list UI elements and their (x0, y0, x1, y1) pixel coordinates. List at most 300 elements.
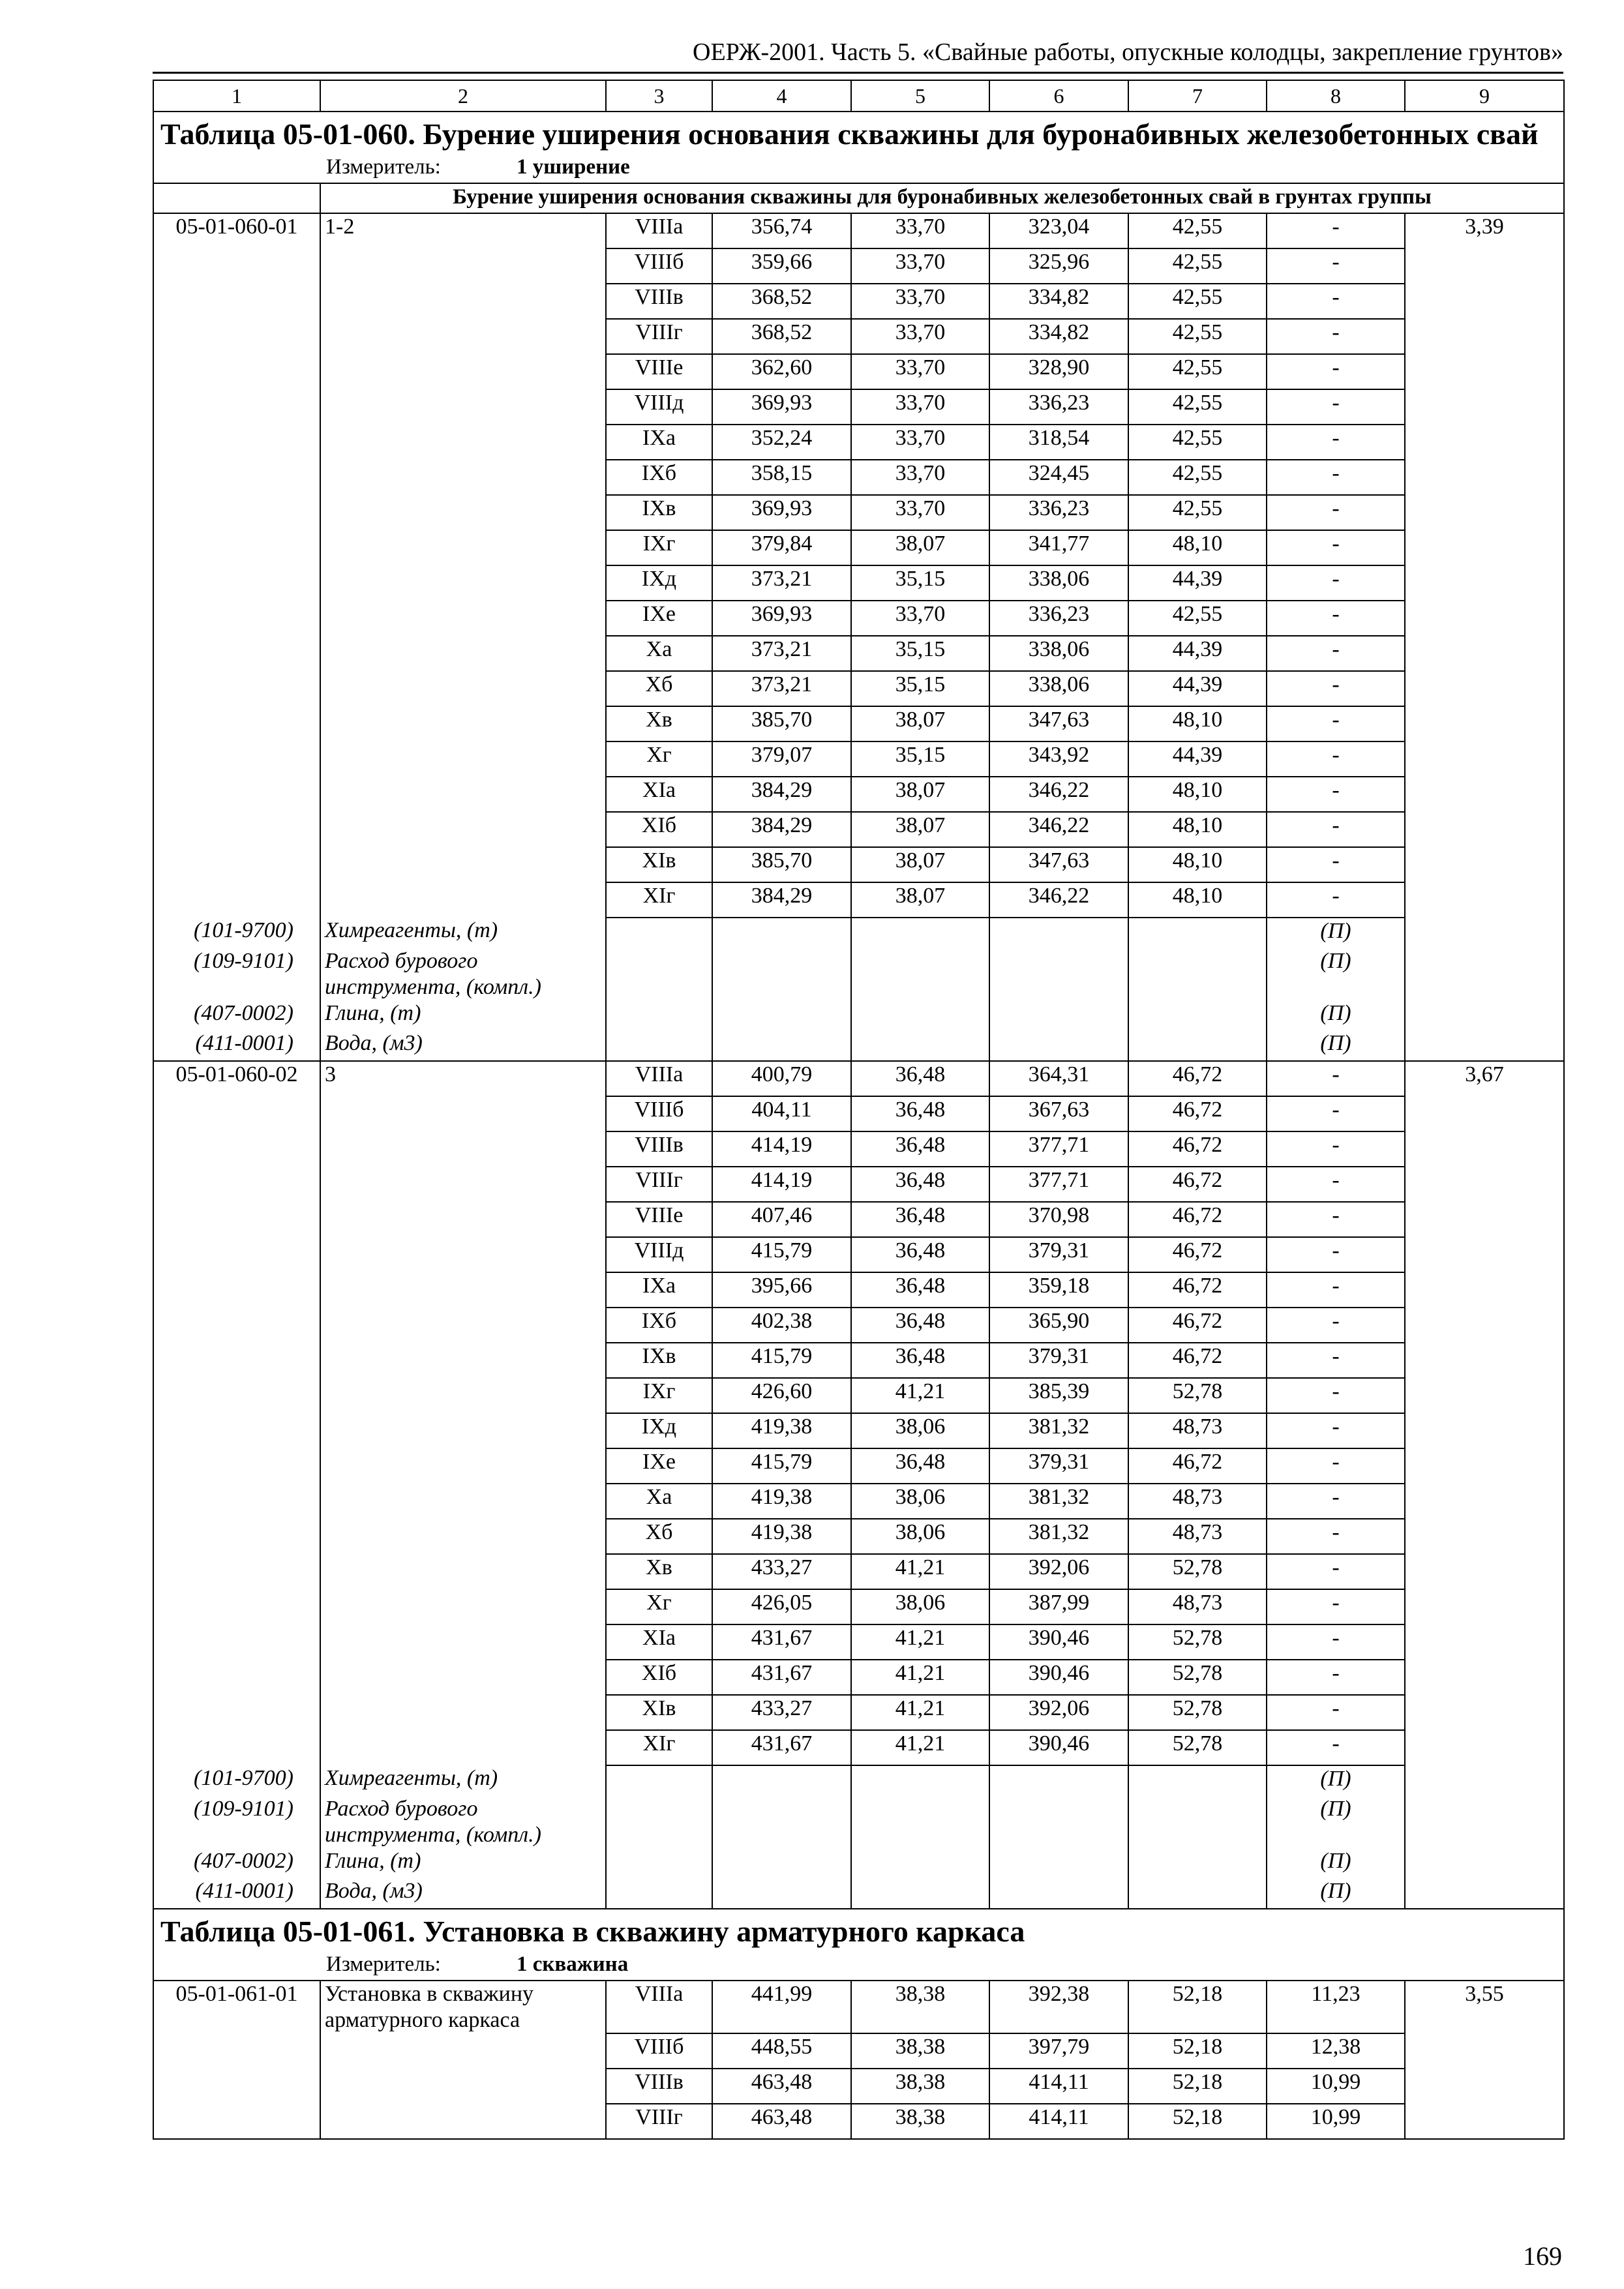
value-cell: 338,06 (989, 636, 1128, 671)
empty-cell (712, 1000, 851, 1030)
item-name-cell (320, 530, 606, 565)
item-name-cell (320, 671, 606, 706)
table-row (153, 882, 1564, 918)
soil-group: IXд (606, 1413, 712, 1448)
empty-cell (1405, 1796, 1564, 1848)
value-cell: 381,32 (989, 1519, 1128, 1554)
item-name-cell (320, 1167, 606, 1202)
item-code: 05-01-061-01 (153, 1981, 320, 2033)
soil-group: XIб (606, 812, 712, 847)
coefficient-cell (1405, 1237, 1564, 1272)
value-cell: - (1267, 1660, 1405, 1695)
value-cell: 46,72 (1128, 1448, 1267, 1484)
value-cell: - (1267, 1202, 1405, 1237)
empty-cell (851, 948, 989, 1000)
value-cell: 379,31 (989, 1448, 1128, 1484)
soil-group: VIIIд (606, 389, 712, 425)
value-cell: 42,55 (1128, 460, 1267, 495)
item-name-cell (320, 1660, 606, 1695)
item-code-cell (153, 2069, 320, 2104)
item-name: Установка в скважину арматурного каркаса (320, 1981, 606, 2033)
value-cell: - (1267, 284, 1405, 319)
item-name-cell (320, 1519, 606, 1554)
coefficient-cell (1405, 1202, 1564, 1237)
item-name: 1-2 (320, 213, 606, 248)
coefficient-cell (1405, 1624, 1564, 1660)
item-name-cell (320, 847, 606, 882)
soil-group: IXб (606, 1308, 712, 1343)
empty-cell (1405, 1030, 1564, 1061)
value-cell: 373,21 (712, 565, 851, 601)
item-code-cell (153, 847, 320, 882)
table-row (153, 601, 1564, 636)
item-code-cell (153, 601, 320, 636)
item-code-cell (153, 389, 320, 425)
value-cell: 385,70 (712, 847, 851, 882)
value-cell: 433,27 (712, 1695, 851, 1730)
resource-row (153, 1796, 1564, 1848)
value-cell: - (1267, 1343, 1405, 1378)
value-cell: 431,67 (712, 1660, 851, 1695)
soil-group: VIIIг (606, 1167, 712, 1202)
resource-code: (101-9700) (153, 918, 320, 948)
item-code-cell (153, 1272, 320, 1308)
coefficient-cell (1405, 1730, 1564, 1765)
item-code-cell (153, 2033, 320, 2069)
item-coefficient: 3,39 (1405, 213, 1564, 248)
value-cell: 384,29 (712, 882, 851, 918)
empty-cell (712, 1030, 851, 1061)
coefficient-cell (1405, 1484, 1564, 1519)
table-row (153, 1730, 1564, 1765)
value-cell: 46,72 (1128, 1202, 1267, 1237)
measure-cell (153, 1951, 1564, 1981)
column-number: 6 (989, 80, 1128, 112)
empty-cell (851, 918, 989, 948)
value-cell: 36,48 (851, 1272, 989, 1308)
value-cell: - (1267, 671, 1405, 706)
table-row (153, 1981, 1564, 2033)
item-code-cell (153, 1167, 320, 1202)
soil-group: IXа (606, 1272, 712, 1308)
item-code-cell (153, 1660, 320, 1695)
empty-cell (1128, 1796, 1267, 1848)
item-name-cell (320, 1343, 606, 1378)
table-row (153, 1413, 1564, 1448)
coefficient-cell (1405, 1378, 1564, 1413)
value-cell: 347,63 (989, 847, 1128, 882)
coefficient-cell (1405, 1660, 1564, 1695)
value-cell: 46,72 (1128, 1131, 1267, 1167)
table-row (153, 248, 1564, 284)
coefficient-cell (1405, 671, 1564, 706)
value-cell: 42,55 (1128, 425, 1267, 460)
value-cell: 384,29 (712, 777, 851, 812)
resource-mark: (П) (1267, 948, 1405, 1000)
table-row (153, 1308, 1564, 1343)
soil-group: VIIIб (606, 1096, 712, 1131)
value-cell: 48,10 (1128, 777, 1267, 812)
value-cell: - (1267, 565, 1405, 601)
soil-group: IXг (606, 1378, 712, 1413)
coefficient-cell (1405, 460, 1564, 495)
item-coefficient: 3,67 (1405, 1061, 1564, 1096)
soil-group: VIIIв (606, 1131, 712, 1167)
item-name-cell (320, 1484, 606, 1519)
resource-row (153, 1878, 1564, 1909)
value-cell: 41,21 (851, 1695, 989, 1730)
value-cell: 38,07 (851, 530, 989, 565)
resource-mark: (П) (1267, 1878, 1405, 1909)
item-code-cell (153, 248, 320, 284)
item-code-cell (153, 460, 320, 495)
item-code-cell (153, 1695, 320, 1730)
value-cell: 38,07 (851, 706, 989, 741)
item-code-cell (153, 706, 320, 741)
empty-cell (1128, 918, 1267, 948)
table-row (153, 565, 1564, 601)
soil-group: XIб (606, 1660, 712, 1695)
measure-value: 1 скважина (517, 1952, 629, 1976)
value-cell: - (1267, 882, 1405, 918)
value-cell: 336,23 (989, 389, 1128, 425)
value-cell: - (1267, 1237, 1405, 1272)
coefficient-cell (1405, 1308, 1564, 1343)
resource-row (153, 1765, 1564, 1796)
resource-mark: (П) (1267, 1030, 1405, 1061)
resource-mark: (П) (1267, 918, 1405, 948)
value-cell: 41,21 (851, 1624, 989, 1660)
resource-code: (407-0002) (153, 1848, 320, 1878)
item-code-cell (153, 777, 320, 812)
value-cell: - (1267, 636, 1405, 671)
item-name-cell (320, 1554, 606, 1589)
item-code-cell (153, 1131, 320, 1167)
value-cell: 387,99 (989, 1589, 1128, 1624)
soil-group: IXв (606, 1343, 712, 1378)
value-cell: 318,54 (989, 425, 1128, 460)
table-title-row (153, 112, 1564, 154)
soil-group: VIIIв (606, 2069, 712, 2104)
soil-group: IXг (606, 530, 712, 565)
item-code-cell (153, 1237, 320, 1272)
empty-cell (153, 183, 320, 213)
item-name-cell (320, 1413, 606, 1448)
value-cell: 402,38 (712, 1308, 851, 1343)
empty-cell (712, 1848, 851, 1878)
value-cell: 373,21 (712, 636, 851, 671)
value-cell: 41,21 (851, 1378, 989, 1413)
value-cell: - (1267, 425, 1405, 460)
soil-group: VIIIе (606, 354, 712, 389)
resource-name: Расход бурового инструмента, (компл.) (320, 948, 606, 1000)
value-cell: 52,18 (1128, 2069, 1267, 2104)
measure-value: 1 уширение (517, 155, 630, 179)
value-cell: 324,45 (989, 460, 1128, 495)
coefficient-cell (1405, 1131, 1564, 1167)
value-cell: 369,93 (712, 495, 851, 530)
soil-group: Xа (606, 636, 712, 671)
empty-cell (989, 1878, 1128, 1909)
item-name-cell (320, 882, 606, 918)
value-cell: 52,78 (1128, 1554, 1267, 1589)
resource-name: Глина, (т) (320, 1000, 606, 1030)
value-cell: 48,73 (1128, 1484, 1267, 1519)
item-name-cell (320, 1448, 606, 1484)
value-cell: 44,39 (1128, 636, 1267, 671)
table-row (153, 706, 1564, 741)
value-cell: 10,99 (1267, 2069, 1405, 2104)
item-code-cell (153, 530, 320, 565)
item-code-cell (153, 1484, 320, 1519)
value-cell: - (1267, 1061, 1405, 1096)
item-name-cell (320, 389, 606, 425)
empty-cell (606, 918, 712, 948)
soil-group: Xа (606, 1484, 712, 1519)
value-cell: 343,92 (989, 741, 1128, 777)
value-cell: 33,70 (851, 248, 989, 284)
value-cell: 325,96 (989, 248, 1128, 284)
value-cell: 33,70 (851, 425, 989, 460)
value-cell: 431,67 (712, 1624, 851, 1660)
soil-group: VIIIа (606, 213, 712, 248)
item-name-cell (320, 1131, 606, 1167)
empty-cell (606, 1848, 712, 1878)
empty-cell (851, 1796, 989, 1848)
value-cell: 419,38 (712, 1413, 851, 1448)
resource-name: Вода, (м3) (320, 1030, 606, 1061)
value-cell: - (1267, 1695, 1405, 1730)
measure-label: Измеритель: (326, 155, 441, 179)
value-cell: 336,23 (989, 601, 1128, 636)
empty-cell (1128, 1030, 1267, 1061)
value-cell: - (1267, 706, 1405, 741)
value-cell: 36,48 (851, 1202, 989, 1237)
value-cell: 38,07 (851, 882, 989, 918)
value-cell: 48,10 (1128, 812, 1267, 847)
coefficient-cell (1405, 2033, 1564, 2069)
table-title-row (153, 1909, 1564, 1951)
resource-code: (109-9101) (153, 948, 320, 1000)
value-cell: 42,55 (1128, 601, 1267, 636)
value-cell: 336,23 (989, 495, 1128, 530)
item-code-cell (153, 671, 320, 706)
table-row (153, 671, 1564, 706)
item-coefficient: 3,55 (1405, 1981, 1564, 2033)
value-cell: 395,66 (712, 1272, 851, 1308)
value-cell: 11,23 (1267, 1981, 1405, 2033)
table-row (153, 777, 1564, 812)
empty-cell (1128, 1765, 1267, 1796)
header-rule (153, 72, 1563, 74)
coefficient-cell (1405, 530, 1564, 565)
coefficient-cell (1405, 1695, 1564, 1730)
group-row (153, 183, 1564, 213)
value-cell: 36,48 (851, 1131, 989, 1167)
value-cell: - (1267, 1378, 1405, 1413)
item-name-cell (320, 601, 606, 636)
table-row (153, 1131, 1564, 1167)
table-row (153, 284, 1564, 319)
item-code-cell (153, 2104, 320, 2139)
value-cell: 346,22 (989, 882, 1128, 918)
table-row (153, 530, 1564, 565)
value-cell: 33,70 (851, 354, 989, 389)
value-cell: 373,21 (712, 671, 851, 706)
measure-row (153, 1951, 1564, 1981)
value-cell: 367,63 (989, 1096, 1128, 1131)
value-cell: 377,71 (989, 1167, 1128, 1202)
value-cell: 463,48 (712, 2104, 851, 2139)
value-cell: 359,66 (712, 248, 851, 284)
coefficient-cell (1405, 389, 1564, 425)
resource-name: Вода, (м3) (320, 1878, 606, 1909)
soil-group: XIв (606, 1695, 712, 1730)
value-cell: 384,29 (712, 812, 851, 847)
value-cell: 407,46 (712, 1202, 851, 1237)
item-code-cell (153, 1448, 320, 1484)
coefficient-cell (1405, 812, 1564, 847)
resource-name: Химреагенты, (т) (320, 1765, 606, 1796)
soil-group: VIIIб (606, 248, 712, 284)
table-row (153, 319, 1564, 354)
soil-group: Xв (606, 1554, 712, 1589)
value-cell: - (1267, 495, 1405, 530)
resource-mark: (П) (1267, 1796, 1405, 1848)
soil-group: XIа (606, 1624, 712, 1660)
table-row (153, 460, 1564, 495)
value-cell: 377,71 (989, 1131, 1128, 1167)
column-numbers-row (153, 80, 1564, 112)
item-name-cell (320, 425, 606, 460)
item-name-cell (320, 495, 606, 530)
table-row (153, 1272, 1564, 1308)
item-code-cell (153, 565, 320, 601)
value-cell: 36,48 (851, 1343, 989, 1378)
empty-cell (712, 1796, 851, 1848)
coefficient-cell (1405, 1096, 1564, 1131)
value-cell: 400,79 (712, 1061, 851, 1096)
group-title: Бурение уширения основания скважины для буронабивных железобетонных свай в грунтах группы (320, 183, 1564, 213)
value-cell: - (1267, 1096, 1405, 1131)
value-cell: 52,18 (1128, 2033, 1267, 2069)
value-cell: - (1267, 847, 1405, 882)
value-cell: 46,72 (1128, 1343, 1267, 1378)
value-cell: 352,24 (712, 425, 851, 460)
value-cell: - (1267, 1448, 1405, 1484)
value-cell: 346,22 (989, 812, 1128, 847)
value-cell: 338,06 (989, 671, 1128, 706)
item-code-cell (153, 319, 320, 354)
item-name-cell (320, 1202, 606, 1237)
value-cell: 426,60 (712, 1378, 851, 1413)
table-row (153, 495, 1564, 530)
soil-group: IXв (606, 495, 712, 530)
value-cell: 334,82 (989, 284, 1128, 319)
value-cell: - (1267, 812, 1405, 847)
item-name-cell (320, 1730, 606, 1765)
value-cell: 356,74 (712, 213, 851, 248)
item-code-cell (153, 1378, 320, 1413)
value-cell: - (1267, 1730, 1405, 1765)
value-cell: 390,46 (989, 1730, 1128, 1765)
value-cell: 365,90 (989, 1308, 1128, 1343)
value-cell: 414,11 (989, 2104, 1128, 2139)
value-cell: 415,79 (712, 1237, 851, 1272)
table-row (153, 1167, 1564, 1202)
value-cell: 52,78 (1128, 1624, 1267, 1660)
value-cell: 392,06 (989, 1554, 1128, 1589)
value-cell: - (1267, 213, 1405, 248)
soil-group: Xб (606, 671, 712, 706)
value-cell: 38,38 (851, 2069, 989, 2104)
column-number: 7 (1128, 80, 1267, 112)
item-code-cell (153, 741, 320, 777)
value-cell: 328,90 (989, 354, 1128, 389)
empty-cell (1128, 948, 1267, 1000)
soil-group: XIг (606, 1730, 712, 1765)
value-cell: 323,04 (989, 213, 1128, 248)
value-cell: 362,60 (712, 354, 851, 389)
coefficient-cell (1405, 2104, 1564, 2139)
value-cell: 38,38 (851, 1981, 989, 2033)
value-cell: 48,10 (1128, 847, 1267, 882)
table-row (153, 1061, 1564, 1096)
empty-cell (606, 1000, 712, 1030)
coefficient-cell (1405, 1343, 1564, 1378)
table-row (153, 847, 1564, 882)
item-code-cell (153, 636, 320, 671)
item-name-cell (320, 777, 606, 812)
value-cell: 385,39 (989, 1378, 1128, 1413)
value-cell: 33,70 (851, 495, 989, 530)
empty-cell (851, 1848, 989, 1878)
soil-group: Xг (606, 741, 712, 777)
item-code-cell (153, 354, 320, 389)
value-cell: 36,48 (851, 1167, 989, 1202)
empty-cell (851, 1878, 989, 1909)
value-cell: 392,06 (989, 1695, 1128, 1730)
empty-cell (1405, 1848, 1564, 1878)
table-title: Таблица 05-01-060. Бурение уширения основания скважины для буронабивных железобетонных свай (153, 112, 1564, 154)
table-row (153, 1695, 1564, 1730)
value-cell: 368,52 (712, 284, 851, 319)
soil-group: VIIIг (606, 319, 712, 354)
resource-mark: (П) (1267, 1765, 1405, 1796)
value-cell: 52,18 (1128, 2104, 1267, 2139)
empty-cell (989, 1030, 1128, 1061)
empty-cell (989, 948, 1128, 1000)
value-cell: 36,48 (851, 1237, 989, 1272)
value-cell: 433,27 (712, 1554, 851, 1589)
table-row (153, 354, 1564, 389)
value-cell: 48,73 (1128, 1589, 1267, 1624)
column-number: 3 (606, 80, 712, 112)
value-cell: - (1267, 248, 1405, 284)
resource-name: Глина, (т) (320, 1848, 606, 1878)
empty-cell (1128, 1878, 1267, 1909)
value-cell: - (1267, 777, 1405, 812)
value-cell: 10,99 (1267, 2104, 1405, 2139)
coefficient-cell (1405, 741, 1564, 777)
empty-cell (989, 918, 1128, 948)
empty-cell (989, 1848, 1128, 1878)
value-cell: 44,39 (1128, 565, 1267, 601)
value-cell: 419,38 (712, 1519, 851, 1554)
resource-mark: (П) (1267, 1000, 1405, 1030)
soil-group: VIIIб (606, 2033, 712, 2069)
table-row (153, 1484, 1564, 1519)
